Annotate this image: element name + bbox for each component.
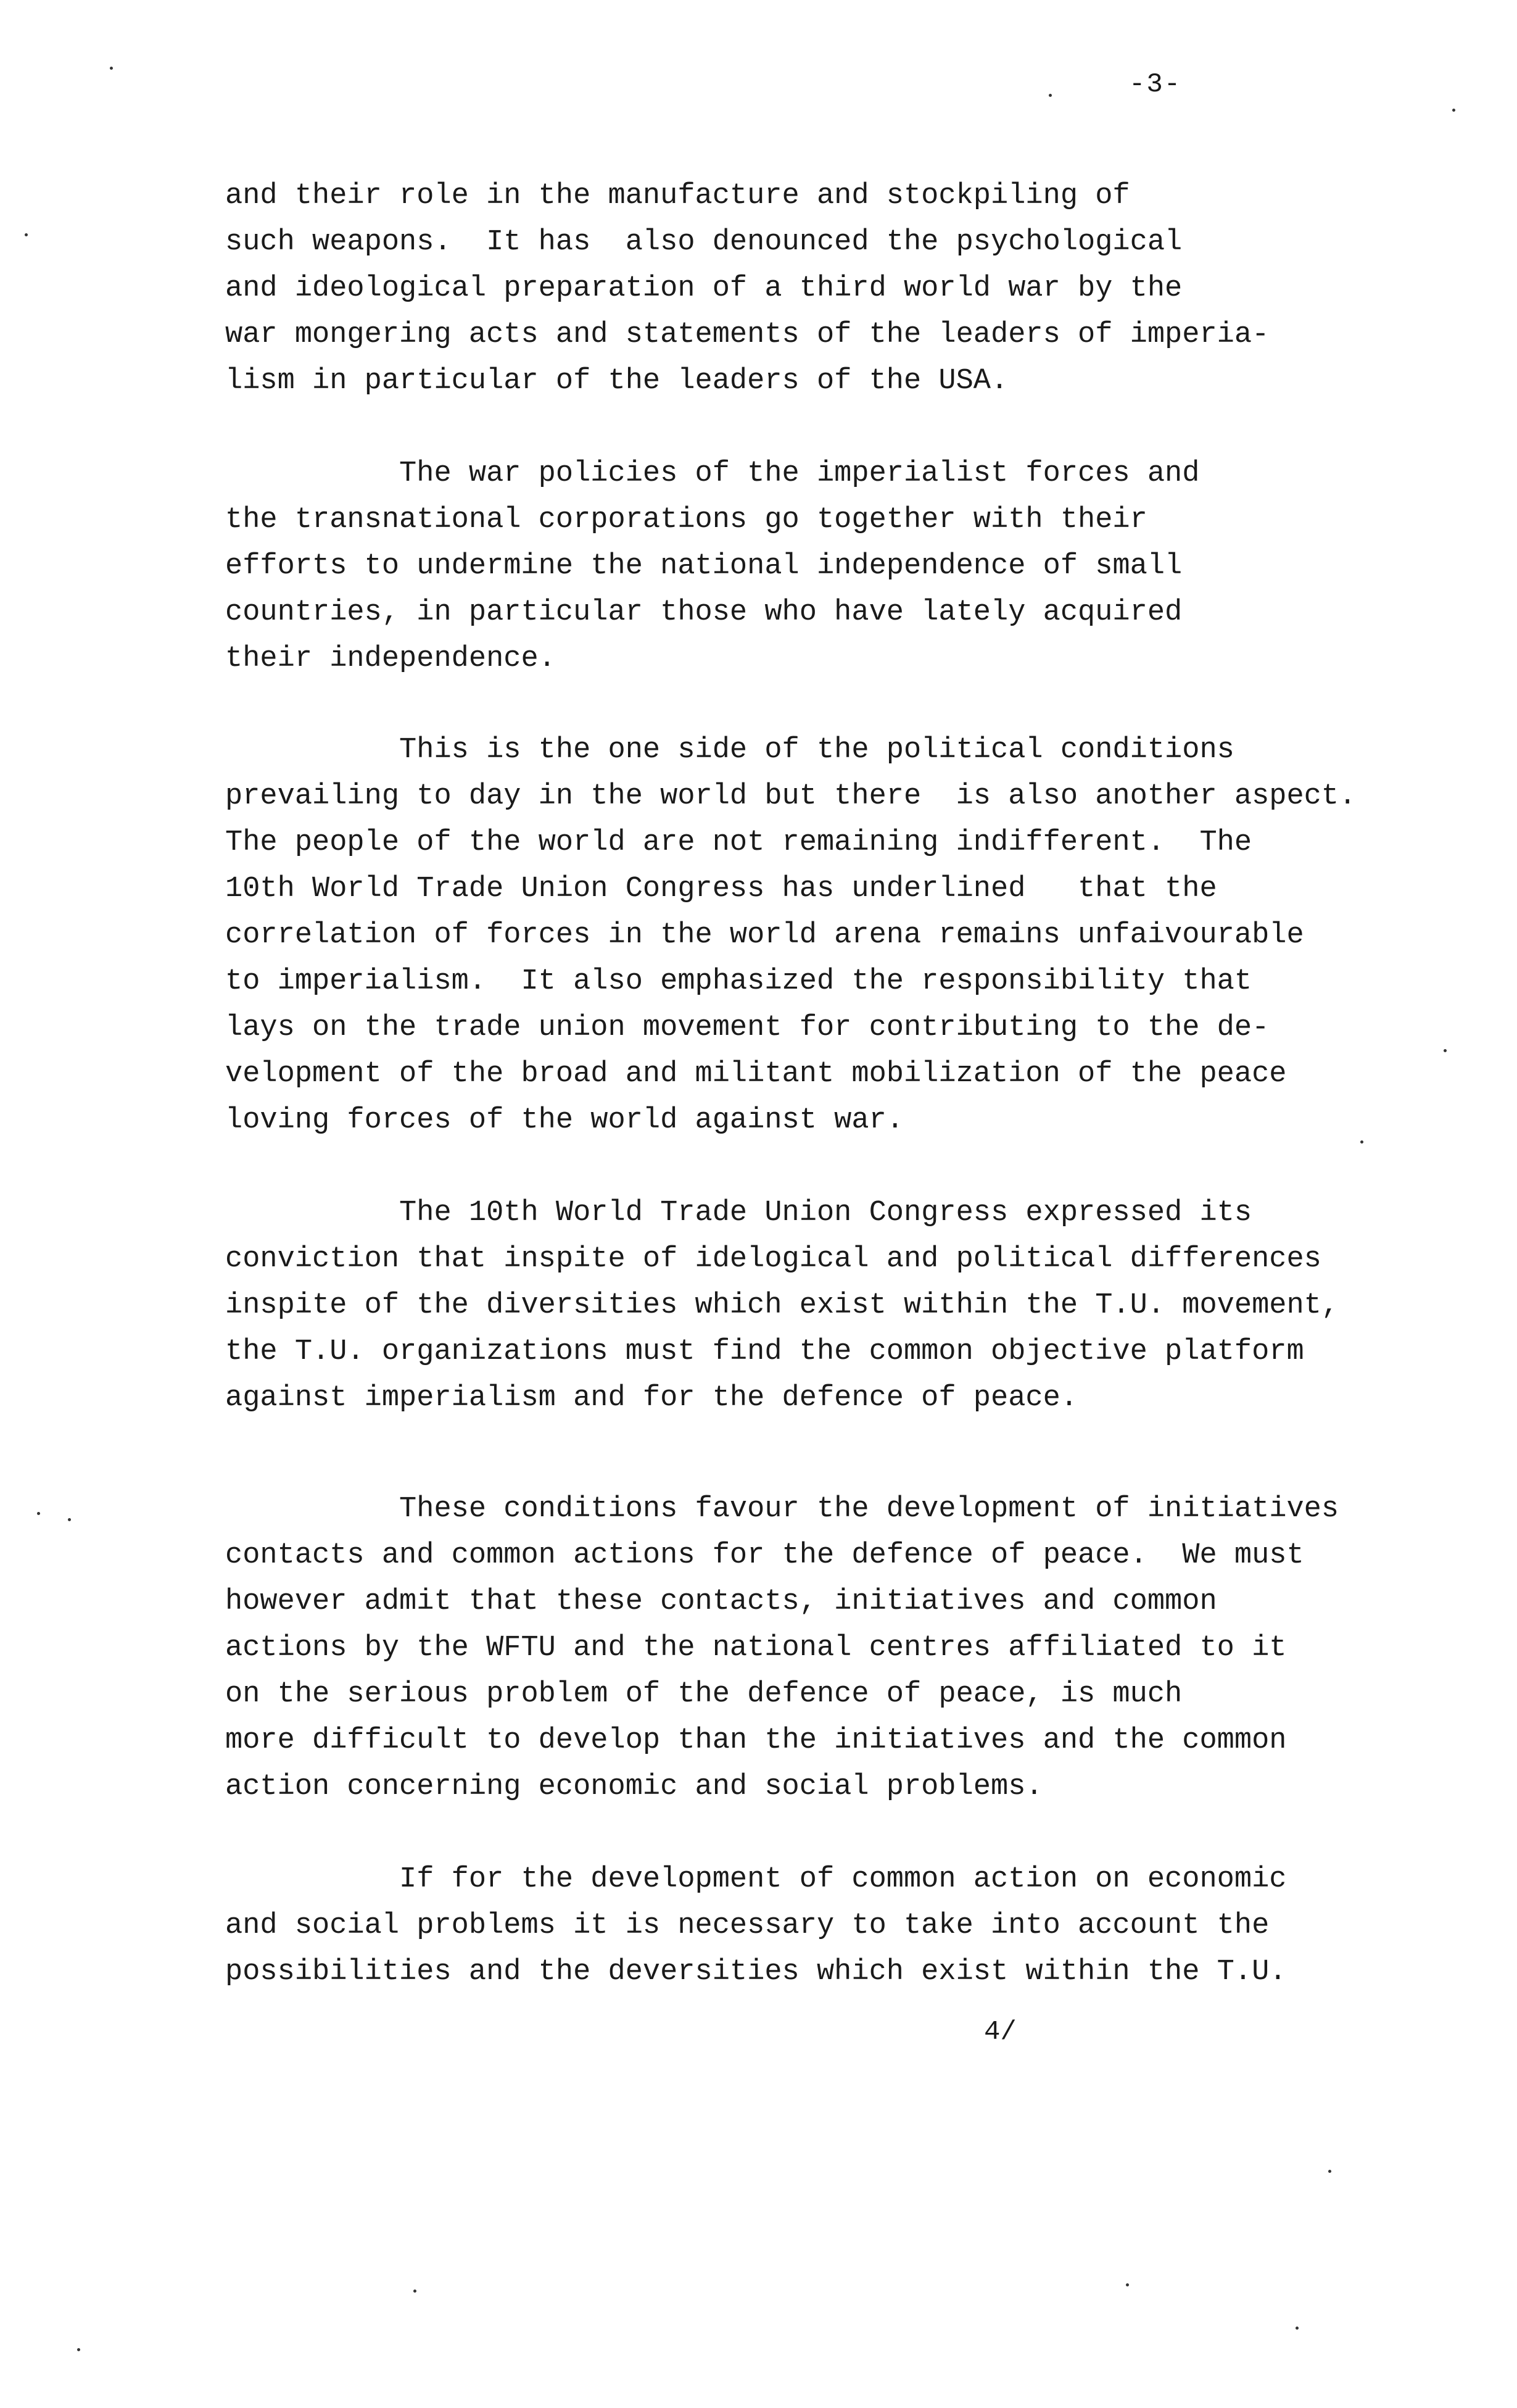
continuation-marker: 4/ xyxy=(984,2017,1017,2048)
text-line: conviction that inspite of idelogical and political differences xyxy=(225,1243,1321,1276)
text-line: If for the development of common action on economic xyxy=(225,1863,1287,1896)
text-line: their independence. xyxy=(225,642,556,675)
text-line: to imperialism. It also emphasized the responsibility that xyxy=(225,965,1252,998)
text-line: and social problems it is necessary to take into account the xyxy=(225,1909,1270,1942)
paragraph xyxy=(225,173,1269,404)
text-line: prevailing to day in the world but there is also another aspect. xyxy=(225,780,1357,813)
paragraph xyxy=(225,1190,1339,1421)
scan-speck xyxy=(25,233,28,236)
text-line: The war policies of the imperialist forces and xyxy=(225,457,1200,490)
text-line: and their role in the manufacture and stockpiling of xyxy=(225,180,1130,212)
text-line: contacts and common actions for the defence of peace. We must xyxy=(225,1539,1304,1572)
text-line: inspite of the diversities which exist within the T.U. movement, xyxy=(225,1289,1339,1322)
paragraph xyxy=(225,1856,1286,1995)
text-line: action concerning economic and social problems. xyxy=(225,1771,1043,1803)
text-line: correlation of forces in the world arena remains unfaivourable xyxy=(225,919,1304,952)
text-line: possibilities and the deversities which exist within the T.U. xyxy=(225,1956,1287,1988)
text-line: such weapons. It has also denounced the psychological xyxy=(225,226,1183,259)
text-line: efforts to undermine the national independence of small xyxy=(225,550,1183,583)
scan-speck xyxy=(1126,2283,1129,2286)
text-line: the transnational corporations go together with their xyxy=(225,504,1147,536)
text-line: The 10th World Trade Union Congress expressed its xyxy=(225,1197,1252,1229)
text-line: against imperialism and for the defence of peace. xyxy=(225,1382,1078,1414)
paragraph xyxy=(225,1486,1339,1810)
page-number: -3- xyxy=(1129,69,1182,100)
scan-speck xyxy=(1296,2327,1299,2330)
text-line: and ideological preparation of a third world war by the xyxy=(225,272,1183,305)
text-line: 10th World Trade Union Congress has underlined that the xyxy=(225,873,1217,905)
scan-speck xyxy=(1360,1140,1363,1144)
text-line: lism in particular of the leaders of the USA. xyxy=(225,365,1009,397)
text-line: the T.U. organizations must find the common objective platform xyxy=(225,1335,1304,1368)
text-line: however admit that these contacts, initiatives and common xyxy=(225,1585,1217,1618)
text-line: This is the one side of the political conditions xyxy=(225,734,1234,766)
scan-speck xyxy=(1328,2170,1331,2173)
text-line: countries, in particular those who have lately acquired xyxy=(225,596,1183,629)
scan-speck xyxy=(77,2348,80,2351)
paragraph xyxy=(225,450,1199,682)
text-line: loving forces of the world against war. xyxy=(225,1104,904,1137)
text-line: actions by the WFTU and the national centres affiliated to it xyxy=(225,1632,1287,1664)
scan-speck xyxy=(110,67,113,70)
text-line: more difficult to develop than the initiatives and the common xyxy=(225,1724,1287,1757)
text-line: These conditions favour the development of initiatives xyxy=(225,1493,1339,1526)
text-line: on the serious problem of the defence of peace, is much xyxy=(225,1678,1183,1711)
scan-speck xyxy=(68,1518,71,1521)
text-line: The people of the world are not remaining indifferent. The xyxy=(225,826,1252,859)
scan-speck xyxy=(413,2290,416,2293)
text-line: war mongering acts and statements of the leaders of imperia- xyxy=(225,318,1270,351)
text-line: lays on the trade union movement for contributing to the de- xyxy=(225,1011,1270,1044)
scan-speck xyxy=(1444,1049,1447,1052)
scan-speck xyxy=(37,1512,40,1515)
text-line: velopment of the broad and militant mobilization of the peace xyxy=(225,1058,1287,1090)
scan-speck xyxy=(1452,109,1455,112)
scan-speck xyxy=(1049,94,1052,97)
paragraph xyxy=(225,727,1356,1144)
